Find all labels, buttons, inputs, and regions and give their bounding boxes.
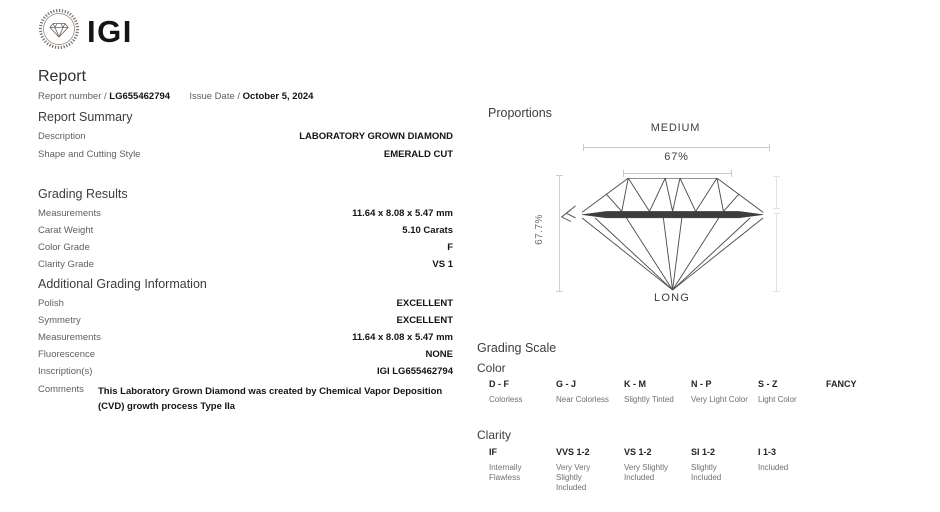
row-value: LABORATORY GROWN DIAMOND — [299, 131, 453, 142]
table-bracket — [623, 170, 732, 177]
row-value: VS 1 — [432, 259, 453, 270]
row-label: Polish — [38, 298, 64, 309]
additional-row-measurements — [38, 332, 453, 343]
report-summary-heading: Report Summary — [38, 110, 133, 124]
grading-row-color — [38, 242, 453, 253]
additional-row-polish — [38, 298, 453, 309]
report-meta — [38, 91, 313, 102]
row-label: Inscription(s) — [38, 366, 93, 377]
grade-desc: Slightly Included — [691, 463, 722, 482]
igi-logo — [38, 8, 133, 55]
clarity-grade-col-vs — [624, 447, 676, 483]
clarity-grade-col-vvs — [556, 447, 608, 493]
report-number-label: Report number / — [38, 91, 107, 102]
color-grade-col-df — [489, 379, 553, 405]
grade-desc: Near Colorless — [556, 395, 609, 404]
color-grade-col-sz — [758, 379, 822, 405]
row-label: Description — [38, 131, 86, 142]
grading-results-heading: Grading Results — [38, 187, 128, 201]
grading-row-carat — [38, 225, 453, 236]
grade-label: N - P — [691, 379, 712, 389]
grade-label: VVS 1-2 — [556, 447, 590, 457]
grade-label: IF — [489, 447, 497, 457]
row-value: F — [447, 242, 453, 253]
issue-date-label: Issue Date / — [189, 91, 241, 102]
igi-wordmark: IGI — [87, 14, 133, 49]
grade-desc: Internally Flawless — [489, 463, 522, 482]
grading-scale-heading: Grading Scale — [477, 341, 557, 355]
color-scale-heading: Color — [477, 361, 506, 375]
issue-date: October 5, 2024 — [242, 91, 314, 102]
igi-seal-icon — [38, 8, 80, 55]
grade-label: VS 1-2 — [624, 447, 652, 457]
grade-label: K - M — [624, 379, 646, 389]
proportions-diagram — [530, 120, 890, 320]
grade-label: S - Z — [758, 379, 778, 389]
summary-row-description — [38, 131, 453, 142]
grade-desc: Included — [758, 463, 789, 472]
row-value: 11.64 x 8.08 x 5.47 mm — [352, 332, 453, 343]
grade-desc: Very Slightly Included — [624, 463, 669, 482]
comments-value: This Laboratory Grown Diamond was created by Chemical Vapor Deposition (CVD) growth process Type IIa — [98, 386, 443, 412]
color-grade-col-gj — [556, 379, 620, 405]
girdle-thickness-label: MEDIUM — [650, 122, 701, 134]
row-label: Measurements — [38, 208, 101, 219]
row-value: EMERALD CUT — [383, 149, 453, 160]
grade-label: I 1-3 — [758, 447, 777, 457]
row-value: NONE — [425, 349, 453, 360]
depth-percent-label: 67.7% — [533, 214, 545, 245]
grade-desc: Very Very Slightly Included — [556, 463, 591, 492]
girdle-arrows-icon — [562, 206, 576, 222]
grade-label: FANCY — [826, 379, 857, 389]
report-number: LG655462794 — [109, 91, 171, 102]
row-value: EXCELLENT — [396, 298, 453, 309]
grade-desc: Colorless — [489, 395, 523, 404]
comments-label: Comments — [38, 384, 84, 395]
girdle-bracket — [583, 144, 770, 151]
grade-label: D - F — [489, 379, 509, 389]
additional-row-fluorescence — [38, 349, 453, 360]
additional-row-inscription — [38, 366, 453, 377]
additional-row-symmetry — [38, 315, 453, 326]
grade-desc: Very Light Color — [691, 395, 748, 404]
clarity-grade-col-i — [758, 447, 810, 473]
color-grade-col-km — [624, 379, 688, 405]
grade-desc: Light Color — [758, 395, 797, 404]
grade-desc: Slightly Tinted — [624, 395, 674, 404]
page-title: Report — [38, 68, 87, 85]
row-value: EXCELLENT — [396, 315, 453, 326]
culet-label: LONG — [654, 292, 690, 304]
clarity-scale-heading: Clarity — [477, 428, 512, 442]
pavilion-depth-bracket — [773, 213, 780, 292]
row-label: Fluorescence — [38, 349, 96, 360]
grade-label: SI 1-2 — [691, 447, 716, 457]
row-label: Clarity Grade — [38, 259, 94, 270]
row-label: Measurements — [38, 332, 101, 343]
row-value: 5.10 Carats — [402, 225, 453, 236]
row-label: Carat Weight — [38, 225, 94, 236]
grade-label: G - J — [556, 379, 577, 389]
girdle-band — [582, 211, 763, 217]
row-label: Shape and Cutting Style — [38, 149, 141, 160]
summary-row-shape — [38, 149, 453, 160]
diamond-profile-drawing — [558, 178, 765, 291]
table-percent-label: 67% — [664, 151, 689, 163]
color-grade-col-np — [691, 379, 755, 405]
row-label: Symmetry — [38, 315, 81, 326]
color-grade-col-fancy — [826, 379, 890, 395]
crown-height-bracket — [773, 176, 780, 209]
clarity-grade-col-if — [489, 447, 541, 483]
additional-info-heading: Additional Grading Information — [38, 277, 207, 291]
grading-row-clarity — [38, 259, 453, 270]
clarity-grade-col-si — [691, 447, 743, 483]
proportions-heading: Proportions — [488, 106, 552, 120]
grading-row-measurements — [38, 208, 453, 219]
row-value: 11.64 x 8.08 x 5.47 mm — [352, 208, 453, 219]
row-value: IGI LG655462794 — [376, 366, 453, 377]
row-label: Color Grade — [38, 242, 90, 253]
